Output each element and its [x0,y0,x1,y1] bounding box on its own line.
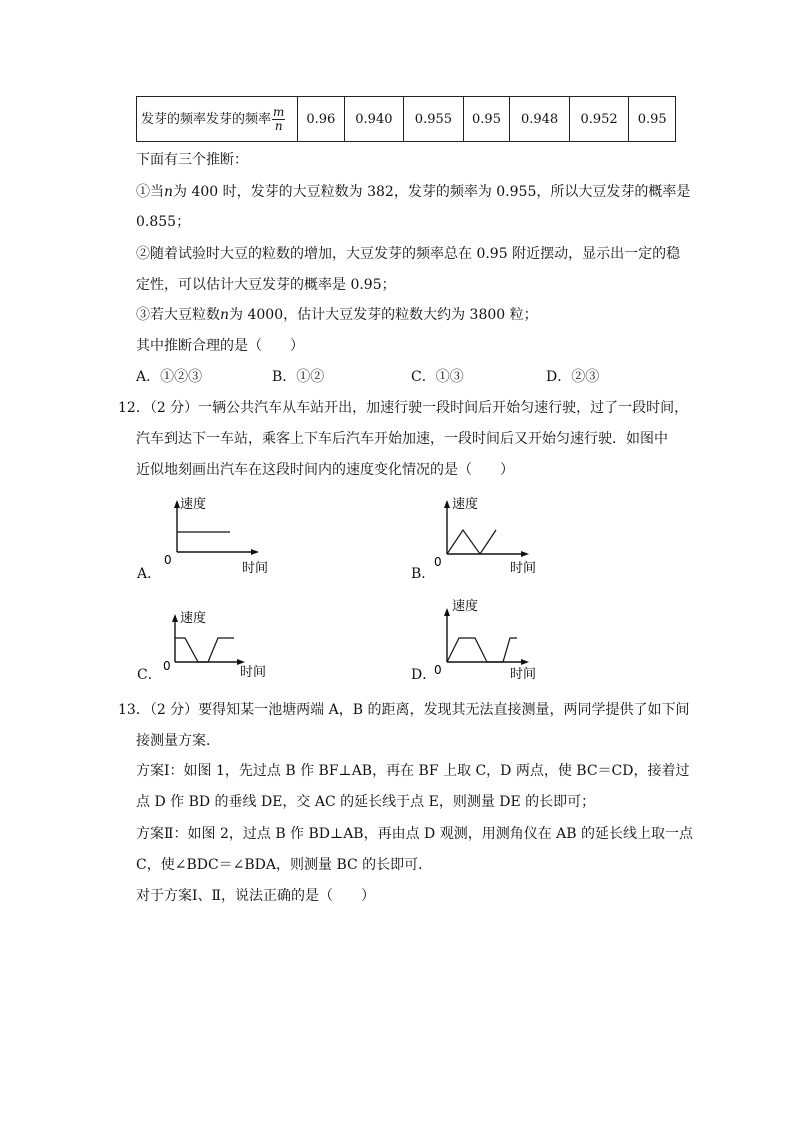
speed-curve [175,638,234,662]
q11-s3-variable: n [220,307,230,323]
q11-s1-variable: n [164,184,174,200]
q13-question: 对于方案Ⅰ、Ⅱ，说法正确的是（ ） [136,888,376,904]
q12-graph-c [160,600,290,685]
x-axis-label: 时间 [510,561,537,576]
table-cell: 0.96 [298,97,345,142]
q12-option-c-label: C． [137,667,162,683]
q13-plan-2: 方案Ⅱ：如图 2，过点 B 作 BD⊥AB，再由点 D 观测，用测角仪在 AB 的延长线上取一点 [136,826,694,842]
q11-question: 其中推断合理的是（ ） [136,338,304,354]
q13-plan-2-cont: C，使∠BDC＝∠BDA，则测量 BC 的长即可． [136,857,433,873]
frequency-table [136,96,676,142]
q12-line-3: 近似地刻画出汽车在这段时间内的速度变化情况的是（ ） [136,462,514,478]
q12-graph-b [430,490,560,582]
x-axis-label: 时间 [242,561,269,576]
table-cell: 0.955 [404,97,464,142]
y-axis-label: 速度 [452,599,479,614]
q12-option-a-label: A． [137,566,162,582]
q12-graph-a [160,490,290,582]
q12-line-1: 12．（2 分）一辆公共汽车从车站开出，加速行驶一段时间后开始匀速行驶，过了一段时间， [118,400,689,416]
x-axis-label: 时间 [240,665,267,680]
origin-label: 0 [163,659,171,673]
table-cell: 0.948 [510,97,570,142]
speed-curve [447,638,517,662]
fraction-denominator: n [274,118,283,133]
q11-s3-suffix: 为 4000，估计大豆发芽的粒数大约为 3800 粒； [229,307,538,323]
q11-statement-2: ②随着试验时大豆的粒数的增加，大豆发芽的频率总在 0.95 附近摆动，显示出一定的稳 [136,246,681,262]
x-axis-label: 时间 [510,667,537,682]
q11-statement-1-cont: 0.855； [136,214,191,230]
q13-plan-1: 方案Ⅰ：如图 1，先过点 B 作 BF⊥AB，再在 BF 上取 C，D 两点，使 BC＝CD，接着过 [136,763,690,779]
q11-statement-2-cont: 定性，可以估计大豆发芽的概率是 0.95； [136,277,396,293]
q11-option-a: A．①②③ [136,369,203,385]
x-axis-arrow-icon [521,551,529,557]
table-row [137,97,676,142]
q12-option-d-label: D． [411,667,437,683]
y-axis-label: 速度 [180,497,207,512]
table-header-text: 发芽的频率发芽的频率 [141,111,272,127]
y-axis-label: 速度 [452,497,479,512]
q11-s1-prefix: ①当 [136,184,164,200]
q11-option-d: D．②③ [546,369,600,385]
table-cell: 0.940 [344,97,404,142]
table-header-cell [137,97,298,142]
origin-label: 0 [434,555,442,569]
q13-plan-1-cont: 点 D 作 BD 的垂线 DE，交 AC 的延长线于点 E，则测量 DE 的长即可； [136,794,596,810]
q13-line-2: 接测量方案． [136,733,220,749]
x-axis-arrow-icon [251,549,259,555]
table-cell: 0.95 [463,97,510,142]
q11-intro: 下面有三个推断： [136,152,248,168]
table-cell: 0.952 [569,97,629,142]
q11-statement-1 [136,183,690,201]
q13-line-1: 13．（2 分）要得知某一池塘两端 A，B 的距离，发现其无法直接测量，两同学提供了如下间 [118,702,690,718]
q12-graph-d [430,594,560,685]
table-cell: 0.95 [629,97,676,142]
origin-label: 0 [164,553,172,567]
origin-label: 0 [434,663,442,677]
x-axis-arrow-icon [521,659,529,665]
fraction-m-over-n [272,106,285,133]
y-axis-label: 速度 [180,611,207,626]
q12-line-2: 汽车到达下一车站，乘客上下车后汽车开始加速，一段时间后又开始匀速行驶．如图中 [136,431,668,447]
fraction-numerator: m [273,104,285,119]
q11-statement-3 [136,306,538,324]
q11-s1-suffix: 为 400 时，发芽的大豆粒数为 382，发芽的频率为 0.955，所以大豆发芽的概率是 [173,184,691,200]
q11-s3-prefix: ③若大豆粒数 [136,307,220,323]
q11-option-c: C．①③ [411,369,464,385]
q12-option-b-label: B． [411,566,436,582]
speed-curve [447,530,496,554]
q11-option-b: B．①② [272,369,325,385]
